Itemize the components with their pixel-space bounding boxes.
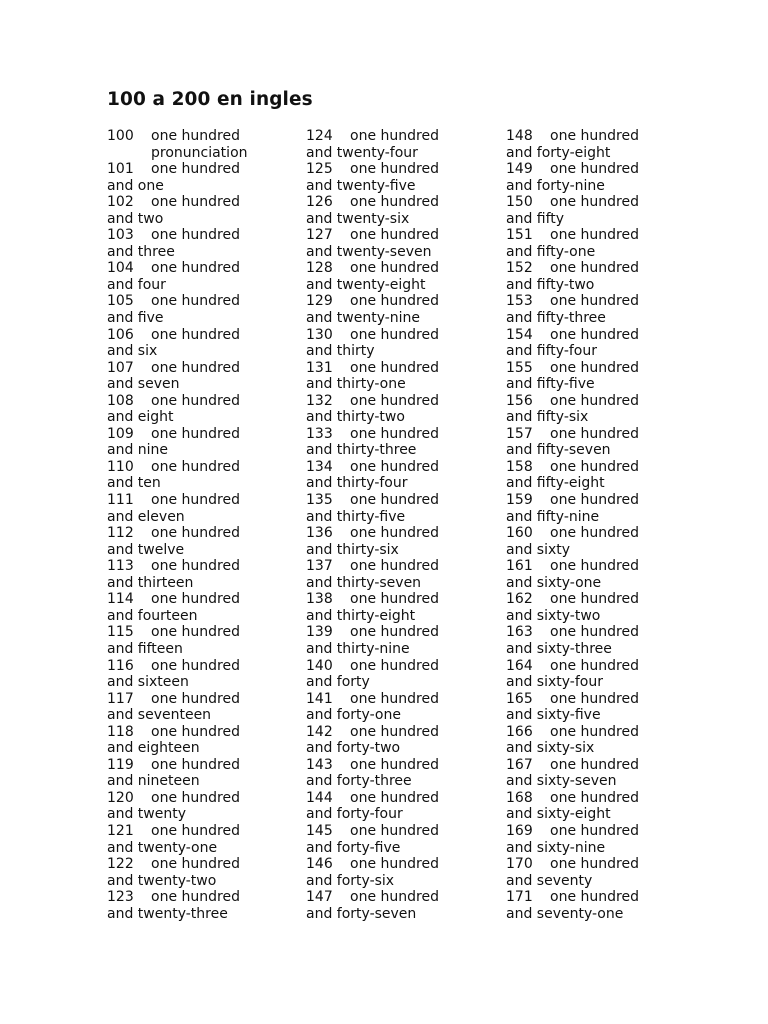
- entry-number: 145: [306, 822, 333, 839]
- list-item: [506, 691, 706, 724]
- list-item: [107, 691, 307, 724]
- entry-words-line-1: one hundred: [550, 392, 639, 409]
- list-item: [506, 227, 706, 260]
- entry-number: 104: [107, 260, 134, 277]
- entry-number: 133: [306, 425, 333, 442]
- entry-number: 161: [506, 558, 533, 575]
- entry-words-line-2: and thirty-one: [306, 376, 406, 393]
- entry-words-line-1: one hundred: [550, 591, 639, 608]
- entry-words-line-2: and thirty-six: [306, 541, 399, 558]
- entry-number: 101: [107, 161, 134, 178]
- entry-words-line-1: one hundred: [151, 161, 240, 178]
- entry-number: 165: [506, 690, 533, 707]
- entry-words-line-1: one hundred: [550, 128, 639, 144]
- entry-number: 171: [506, 889, 533, 906]
- entry-words-line-2: and forty: [306, 674, 370, 691]
- entry-number: 148: [506, 128, 533, 144]
- entry-number: 166: [506, 723, 533, 740]
- entry-words-line-1: one hundred: [550, 822, 639, 839]
- entry-number: 131: [306, 359, 333, 376]
- list-item: [506, 823, 706, 856]
- entry-words-line-2: and forty-four: [306, 806, 403, 823]
- entry-words-line-1: one hundred: [550, 723, 639, 740]
- entry-number: 136: [306, 525, 333, 542]
- list-item: [506, 790, 706, 823]
- number-column-3: [506, 128, 706, 922]
- list-item: [306, 327, 506, 360]
- entry-words-line-1: one hundred: [550, 558, 639, 575]
- entry-words-line-2: and fifty-three: [506, 310, 606, 327]
- entry-words-line-1: one hundred: [550, 525, 639, 542]
- entry-number: 125: [306, 161, 333, 178]
- entry-words-line-1: one hundred: [151, 293, 240, 310]
- entry-number: 122: [107, 856, 134, 873]
- entry-words-line-2: and twenty-five: [306, 177, 416, 194]
- entry-words-line-2: and thirty-two: [306, 409, 405, 426]
- entry-words-line-2: and six: [107, 343, 158, 360]
- entry-words-line-2: and twenty: [107, 806, 186, 823]
- entry-words-line-2: and twenty-two: [107, 872, 217, 889]
- entry-words-line-2: and sixty-five: [506, 707, 601, 724]
- entry-words-line-2: and twenty-seven: [306, 243, 432, 260]
- list-item: [506, 194, 706, 227]
- entry-words-line-2: and eight: [107, 409, 174, 426]
- entry-words-line-2: and nine: [107, 442, 169, 459]
- entry-number: 140: [306, 657, 333, 674]
- entry-words-line-1: one hundred: [350, 889, 439, 906]
- entry-number: 109: [107, 425, 134, 442]
- entry-words-line-1: one hundred: [350, 227, 439, 244]
- entry-words-line-2: and seventy: [506, 872, 593, 889]
- entry-words-line-2: and seventy-one: [506, 905, 624, 922]
- entry-words-line-1: one hundred: [350, 525, 439, 542]
- entry-number: 141: [306, 690, 333, 707]
- entry-words-line-1: one hundred: [151, 392, 240, 409]
- entry-number: 163: [506, 624, 533, 641]
- entry-number: 111: [107, 492, 134, 509]
- entry-words-line-2: and twenty-one: [107, 839, 218, 856]
- list-item: [506, 658, 706, 691]
- entry-words-line-1: one hundred: [350, 624, 439, 641]
- list-item: [506, 360, 706, 393]
- list-item: [506, 757, 706, 790]
- entry-words-line-2: and twenty-six: [306, 210, 410, 227]
- entry-words-line-1: one hundred: [350, 822, 439, 839]
- entry-words-line-2: and sixty-eight: [506, 806, 611, 823]
- entry-words-line-1: one hundred: [550, 260, 639, 277]
- entry-number: 116: [107, 657, 134, 674]
- entry-words-line-1: one hundred: [151, 591, 240, 608]
- entry-words-line-1: one hundred: [550, 889, 639, 906]
- list-item: [506, 889, 706, 922]
- entry-words-line-2: and thirty-five: [306, 508, 406, 525]
- list-item: [506, 426, 706, 459]
- entry-words-line-2: and eighteen: [107, 740, 200, 757]
- entry-number: 155: [506, 359, 533, 376]
- page-title: 100 a 200 en ingles: [107, 89, 313, 110]
- list-item: [506, 327, 706, 360]
- list-item: [306, 757, 506, 790]
- entry-number: 168: [506, 789, 533, 806]
- entry-number: 127: [306, 227, 333, 244]
- list-item: [506, 558, 706, 591]
- list-item: [107, 393, 307, 426]
- entry-words-line-2: and forty-seven: [306, 905, 417, 922]
- list-item: [506, 724, 706, 757]
- entry-number: 119: [107, 756, 134, 773]
- entry-number: 120: [107, 789, 134, 806]
- entry-number: 121: [107, 822, 134, 839]
- entry-words-line-2: and seventeen: [107, 707, 212, 724]
- entry-number: 150: [506, 194, 533, 211]
- entry-number: 138: [306, 591, 333, 608]
- entry-words-line-1: one hundred: [151, 789, 240, 806]
- entry-words-line-1: one hundred: [350, 723, 439, 740]
- entry-number: 118: [107, 723, 134, 740]
- entry-words-line-1: one hundred: [350, 690, 439, 707]
- entry-words-line-2: and fifty-eight: [506, 475, 605, 492]
- entry-words-line-1: one hundred: [550, 161, 639, 178]
- entry-number: 129: [306, 293, 333, 310]
- entry-words-line-1: one hundred: [151, 260, 240, 277]
- list-item: [107, 360, 307, 393]
- entry-words-line-2: and sixty-seven: [506, 773, 617, 790]
- entry-number: 154: [506, 326, 533, 343]
- list-item: [107, 426, 307, 459]
- list-item: [506, 591, 706, 624]
- entry-number: 162: [506, 591, 533, 608]
- entry-words-line-1: one hundred: [550, 227, 639, 244]
- entry-number: 160: [506, 525, 533, 542]
- entry-number: 139: [306, 624, 333, 641]
- list-item: [107, 492, 307, 525]
- list-item: [107, 459, 307, 492]
- entry-words-line-2: and sixty-four: [506, 674, 603, 691]
- entry-number: 158: [506, 458, 533, 475]
- list-item: [306, 260, 506, 293]
- entry-number: 142: [306, 723, 333, 740]
- entry-number: 135: [306, 492, 333, 509]
- list-item: [107, 658, 307, 691]
- entry-words-line-2: and seven: [107, 376, 180, 393]
- entry-number: 114: [107, 591, 134, 608]
- entry-words-line-1: one hundred: [350, 856, 439, 873]
- entry-number: 147: [306, 889, 333, 906]
- list-item: [506, 260, 706, 293]
- entry-words-line-2: and sixty-six: [506, 740, 595, 757]
- entry-number: 130: [306, 326, 333, 343]
- entry-words-line-2: and two: [107, 210, 164, 227]
- list-item: [306, 724, 506, 757]
- entry-words-line-1: one hundred: [151, 723, 240, 740]
- entry-words-line-2: and fifteen: [107, 640, 183, 657]
- entry-words-line-2: and fifty-nine: [506, 508, 600, 525]
- entry-words-line-1: one hundred: [151, 227, 240, 244]
- entry-number: 156: [506, 392, 533, 409]
- entry-words-line-2: and sixty-one: [506, 574, 602, 591]
- list-item: [306, 227, 506, 260]
- list-item: [107, 889, 307, 922]
- entry-words-line-2: and fifty-five: [506, 376, 595, 393]
- list-item: [306, 128, 506, 161]
- entry-words-line-2: and fifty: [506, 210, 565, 227]
- list-item: [107, 327, 307, 360]
- entry-words-line-1: one hundred: [151, 326, 240, 343]
- entry-number: 128: [306, 260, 333, 277]
- entry-words-line-1: one hundred: [550, 458, 639, 475]
- entry-number: 117: [107, 690, 134, 707]
- list-item: [306, 360, 506, 393]
- entry-words-line-2: and fifty-six: [506, 409, 589, 426]
- list-item: [306, 393, 506, 426]
- entry-number: 157: [506, 425, 533, 442]
- entry-words-line-1: one hundred: [151, 359, 240, 376]
- list-item: [107, 558, 307, 591]
- list-item: [107, 128, 307, 161]
- entry-words-line-1: one hundred: [151, 822, 240, 839]
- entry-words-line-1: one hundred: [151, 558, 240, 575]
- entry-words-line-2: and forty-three: [306, 773, 412, 790]
- entry-words-line-2: and sixty-two: [506, 607, 601, 624]
- entry-words-line-2: and one: [107, 177, 164, 194]
- entry-words-line-1: one hundred: [550, 856, 639, 873]
- entry-number: 115: [107, 624, 134, 641]
- entry-words-line-1: one hundred: [550, 690, 639, 707]
- entry-words-line-1: one hundred: [151, 690, 240, 707]
- entry-words-line-2: and forty-five: [306, 839, 401, 856]
- entry-words-line-2: and thirty-nine: [306, 640, 410, 657]
- entry-words-line-2: and five: [107, 310, 164, 327]
- list-item: [506, 624, 706, 657]
- entry-words-line-1: one hundred: [550, 789, 639, 806]
- list-item: [306, 492, 506, 525]
- entry-words-line-2: and four: [107, 276, 166, 293]
- number-column-2: [306, 128, 506, 922]
- entry-words-line-2: pronunciation: [151, 144, 248, 161]
- entry-words-line-2: and forty-six: [306, 872, 395, 889]
- entry-words-line-2: and twenty-four: [306, 144, 418, 161]
- entry-words-line-1: one hundred: [350, 558, 439, 575]
- entry-words-line-2: and forty-two: [306, 740, 401, 757]
- entry-words-line-1: one hundred: [350, 194, 439, 211]
- entry-words-line-2: and sixty-nine: [506, 839, 606, 856]
- entry-words-line-1: one hundred: [350, 161, 439, 178]
- list-item: [107, 823, 307, 856]
- entry-words-line-1: one hundred: [151, 756, 240, 773]
- entry-number: 108: [107, 392, 134, 409]
- entry-number: 106: [107, 326, 134, 343]
- entry-words-line-2: and ten: [107, 475, 161, 492]
- list-item: [107, 591, 307, 624]
- entry-number: 146: [306, 856, 333, 873]
- entry-words-line-2: and thirty-eight: [306, 607, 416, 624]
- entry-words-line-1: one hundred: [350, 260, 439, 277]
- entry-words-line-2: and eleven: [107, 508, 185, 525]
- entry-number: 151: [506, 227, 533, 244]
- entry-words-line-2: and twenty-three: [107, 905, 228, 922]
- entry-words-line-1: one hundred: [350, 756, 439, 773]
- entry-number: 144: [306, 789, 333, 806]
- entry-words-line-2: and forty-nine: [506, 177, 605, 194]
- entry-words-line-1: one hundred: [550, 326, 639, 343]
- number-column-1: [107, 128, 307, 922]
- entry-number: 107: [107, 359, 134, 376]
- list-item: [306, 459, 506, 492]
- entry-words-line-1: one hundred: [350, 293, 439, 310]
- entry-words-line-2: and twenty-eight: [306, 276, 426, 293]
- entry-number: 132: [306, 392, 333, 409]
- list-item: [306, 624, 506, 657]
- entry-words-line-1: one hundred: [350, 492, 439, 509]
- list-item: [107, 724, 307, 757]
- list-item: [306, 823, 506, 856]
- list-item: [306, 591, 506, 624]
- entry-words-line-2: and fifty-one: [506, 243, 596, 260]
- entry-words-line-1: one hundred: [550, 657, 639, 674]
- entry-words-line-1: one hundred: [350, 789, 439, 806]
- entry-words-line-2: and thirty: [306, 343, 375, 360]
- entry-words-line-1: one hundred: [151, 525, 240, 542]
- list-item: [107, 227, 307, 260]
- entry-words-line-2: and sixty: [506, 541, 571, 558]
- list-item: [306, 161, 506, 194]
- list-item: [107, 856, 307, 889]
- entry-words-line-2: and three: [107, 243, 175, 260]
- list-item: [506, 293, 706, 326]
- list-item: [107, 624, 307, 657]
- entry-words-line-1: one hundred: [550, 194, 639, 211]
- entry-words-line-2: and thirty-seven: [306, 574, 422, 591]
- list-item: [306, 426, 506, 459]
- entry-number: 153: [506, 293, 533, 310]
- list-item: [107, 260, 307, 293]
- entry-words-line-2: and fourteen: [107, 607, 198, 624]
- entry-number: 100: [107, 128, 134, 144]
- list-item: [306, 889, 506, 922]
- list-item: [506, 393, 706, 426]
- entry-words-line-1: one hundred: [350, 392, 439, 409]
- entry-words-line-1: one hundred: [151, 458, 240, 475]
- entry-words-line-1: one hundred: [550, 293, 639, 310]
- entry-words-line-2: and twelve: [107, 541, 185, 558]
- entry-words-line-2: and forty-one: [306, 707, 401, 724]
- entry-words-line-1: one hundred: [350, 326, 439, 343]
- list-item: [306, 790, 506, 823]
- entry-words-line-1: one hundred: [350, 128, 439, 144]
- list-item: [306, 194, 506, 227]
- list-item: [107, 194, 307, 227]
- list-item: [506, 459, 706, 492]
- entry-number: 103: [107, 227, 134, 244]
- entry-number: 143: [306, 756, 333, 773]
- list-item: [506, 856, 706, 889]
- entry-words-line-2: and sixty-three: [506, 640, 612, 657]
- entry-words-line-1: one hundred: [151, 492, 240, 509]
- list-item: [107, 757, 307, 790]
- list-item: [506, 525, 706, 558]
- entry-number: 124: [306, 128, 333, 144]
- list-item: [506, 128, 706, 161]
- entry-words-line-2: and thirteen: [107, 574, 194, 591]
- entry-number: 134: [306, 458, 333, 475]
- entry-words-line-1: one hundred: [350, 458, 439, 475]
- entry-words-line-1: one hundred: [550, 425, 639, 442]
- entry-number: 167: [506, 756, 533, 773]
- entry-number: 110: [107, 458, 134, 475]
- list-item: [107, 293, 307, 326]
- entry-words-line-2: and twenty-nine: [306, 310, 421, 327]
- entry-words-line-1: one hundred: [151, 128, 240, 144]
- entry-words-line-2: and fifty-four: [506, 343, 597, 360]
- entry-words-line-2: and sixteen: [107, 674, 189, 691]
- entry-words-line-1: one hundred: [350, 359, 439, 376]
- entry-number: 105: [107, 293, 134, 310]
- entry-number: 126: [306, 194, 333, 211]
- entry-number: 102: [107, 194, 134, 211]
- entry-number: 159: [506, 492, 533, 509]
- entry-number: 169: [506, 822, 533, 839]
- entry-words-line-2: and forty-eight: [506, 144, 611, 161]
- entry-words-line-1: one hundred: [151, 856, 240, 873]
- entry-words-line-1: one hundred: [151, 657, 240, 674]
- entry-words-line-1: one hundred: [550, 756, 639, 773]
- entry-number: 113: [107, 558, 134, 575]
- list-item: [306, 558, 506, 591]
- entry-number: 149: [506, 161, 533, 178]
- list-item: [306, 293, 506, 326]
- entry-number: 164: [506, 657, 533, 674]
- list-item: [107, 161, 307, 194]
- entry-words-line-2: and thirty-four: [306, 475, 408, 492]
- entry-words-line-2: and fifty-two: [506, 276, 595, 293]
- entry-words-line-1: one hundred: [151, 624, 240, 641]
- list-item: [306, 525, 506, 558]
- entry-number: 112: [107, 525, 134, 542]
- list-item: [306, 691, 506, 724]
- entry-words-line-2: and thirty-three: [306, 442, 417, 459]
- list-item: [306, 658, 506, 691]
- entry-words-line-1: one hundred: [151, 889, 240, 906]
- entry-words-line-2: and fifty-seven: [506, 442, 611, 459]
- entry-number: 170: [506, 856, 533, 873]
- entry-words-line-1: one hundred: [550, 492, 639, 509]
- list-item: [506, 492, 706, 525]
- list-item: [107, 790, 307, 823]
- entry-words-line-1: one hundred: [550, 624, 639, 641]
- entry-words-line-1: one hundred: [350, 591, 439, 608]
- entry-words-line-1: one hundred: [350, 657, 439, 674]
- entry-number: 152: [506, 260, 533, 277]
- list-item: [107, 525, 307, 558]
- entry-words-line-1: one hundred: [151, 194, 240, 211]
- entry-number: 123: [107, 889, 134, 906]
- entry-words-line-1: one hundred: [151, 425, 240, 442]
- entry-number: 137: [306, 558, 333, 575]
- list-item: [306, 856, 506, 889]
- entry-words-line-1: one hundred: [550, 359, 639, 376]
- list-item: [506, 161, 706, 194]
- entry-words-line-1: one hundred: [350, 425, 439, 442]
- entry-words-line-2: and nineteen: [107, 773, 200, 790]
